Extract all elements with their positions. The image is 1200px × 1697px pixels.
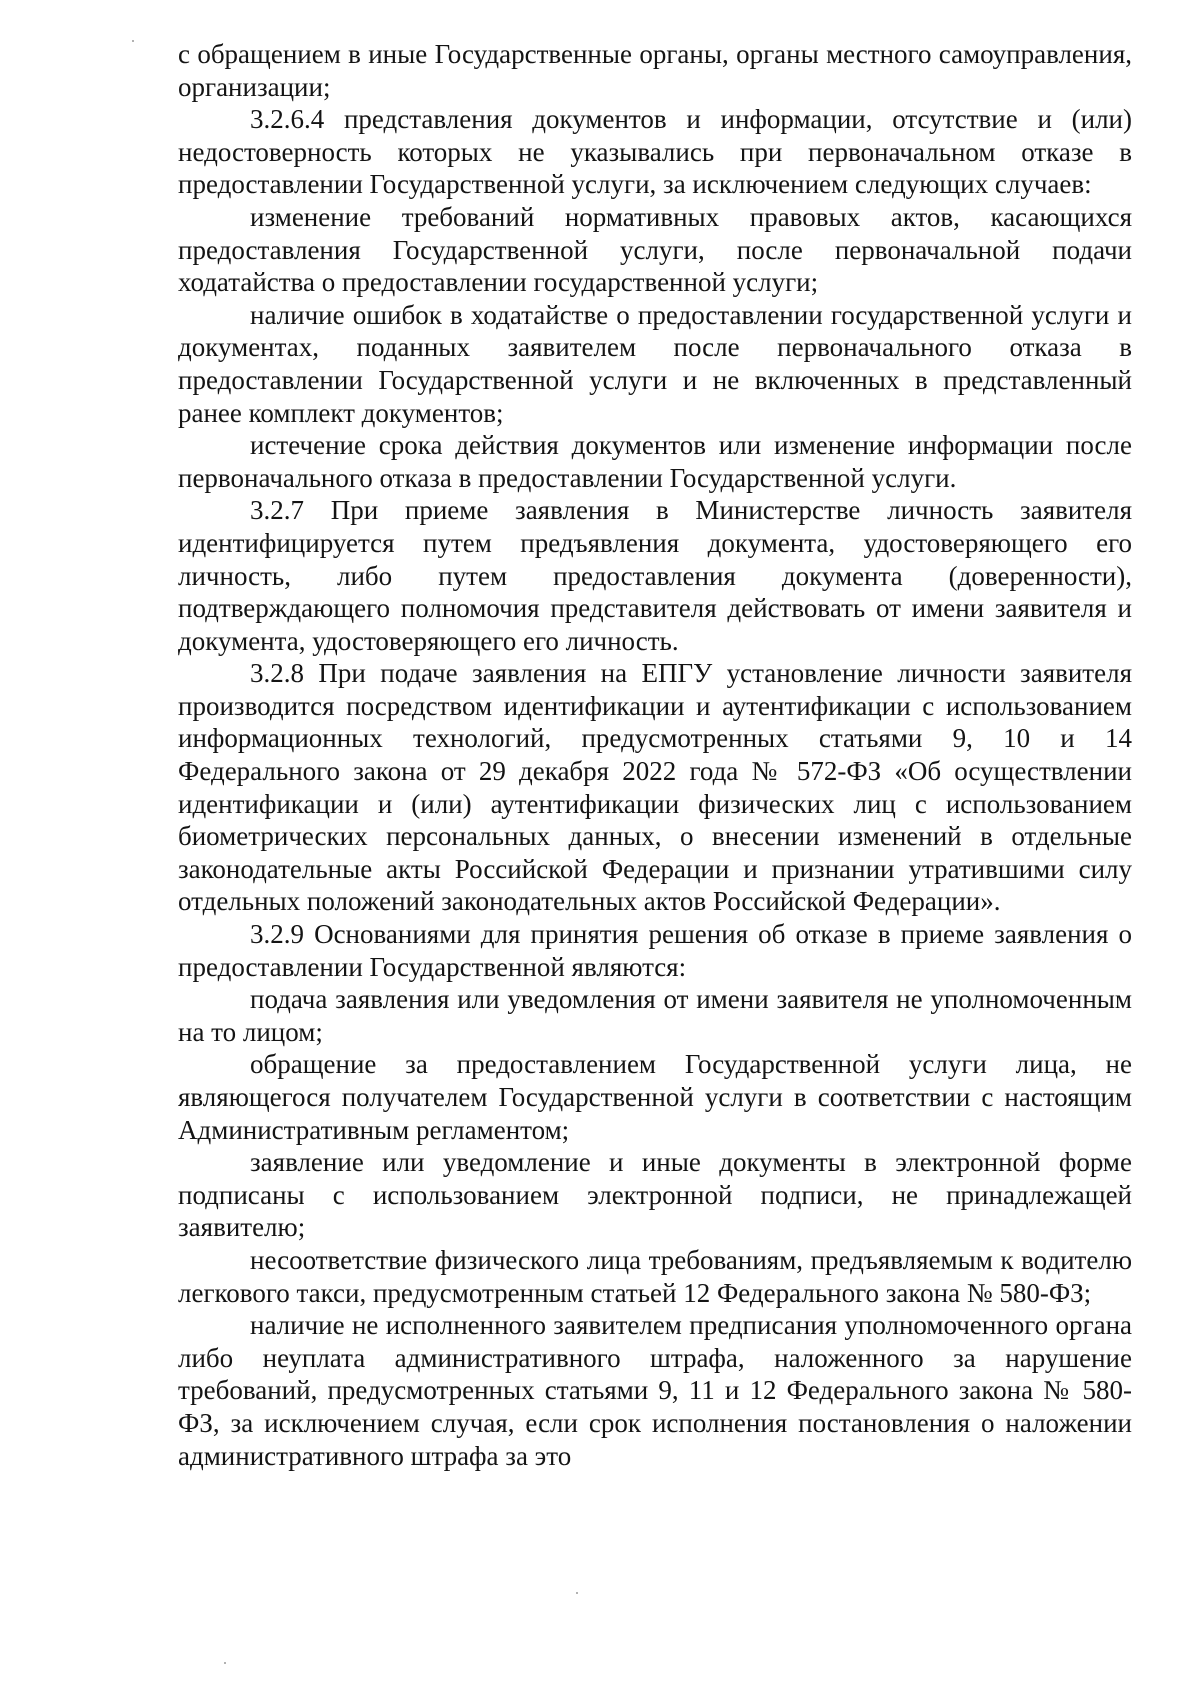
- list-item-unauthorized: подача заявления или уведомления от имени заявителя не уполномоченным на то лицом;: [178, 984, 1132, 1047]
- list-item-not-recipient: обращение за предоставлением Государственной услуги лица, не являющегося получателем Государственной услуги в соответствии с настоящим Административным регламентом;: [178, 1049, 1132, 1145]
- scan-speck: [576, 1592, 578, 1594]
- paragraph-3-2-9: 3.2.9 Основаниями для принятия решения об отказе в приеме заявления о предоставлении Государственной являются:: [178, 919, 1132, 982]
- scan-speck: [224, 1662, 226, 1664]
- list-item-errors: наличие ошибок в ходатайстве о предоставлении государственной услуги и документах, поданных заявителем после первоначального отказа в предоставлении Государственной услуги и не включенных в представленный ранее комплект документов;: [178, 299, 1132, 428]
- list-item-unpaid-fine: наличие не исполненного заявителем предписания уполномоченного органа либо неуплата административного штрафа, наложенного за нарушение требований, предусмотренных статьями 9, 11 и 12 Федерального закона № 580-ФЗ, за исключением случая, если срок исполнения постановления о наложении административного штрафа за это: [178, 1310, 1132, 1471]
- paragraph-3-2-8: 3.2.8 При подаче заявления на ЕПГУ установление личности заявителя производится посредством идентификации и аутентификации с использованием информационных технологий, предусмотренных статьями 9, 10 и 14 Федерального закона от 29 декабря 2022 года № 572-ФЗ «Об осуществлении идентификации и (или) аутентификации физических лиц с использованием биометрических персональных данных, о внесении изменений в отдельные законодательные акты Российской Федерации и признании утратившими силу отдельных положений законодательных актов Российской Федерации».: [178, 658, 1132, 917]
- paragraph-3-2-6-4: 3.2.6.4 представления документов и информации, отсутствие и (или) недостоверность которых не указывались при первоначальном отказе в предоставлении Государственной услуги, за исключением следующих случаев:: [178, 104, 1132, 200]
- list-item-signature: заявление или уведомление и иные документы в электронной форме подписаны с использованием электронной подписи, не принадлежащей заявителю;: [178, 1147, 1132, 1243]
- list-item-requirements-change: изменение требований нормативных правовых актов, касающихся предоставления Государственной услуги, после первоначальной подачи ходатайства о предоставлении государственной услуги;: [178, 201, 1132, 298]
- paragraph-continuation: с обращением в иные Государственные органы, органы местного самоуправления, организации;: [178, 39, 1132, 102]
- scan-speck: [132, 40, 134, 42]
- paragraph-3-2-7: 3.2.7 При приеме заявления в Министерстве личность заявителя идентифицируется путем предъявления документа, удостоверяющего его личность, либо путем предоставления документа (доверенности), подтверждающего полномочия представителя действовать от имени заявителя и документа, удостоверяющего его личность.: [178, 495, 1132, 656]
- list-item-expiry: истечение срока действия документов или изменение информации после первоначального отказа в предоставлении Государственной услуги.: [178, 430, 1132, 493]
- document-body: [178, 38, 1132, 1472]
- list-item-driver-requirements: несоответствие физического лица требованиям, предъявляемым к водителю легкового такси, предусмотренным статьей 12 Федерального закона № 580-ФЗ;: [178, 1244, 1132, 1308]
